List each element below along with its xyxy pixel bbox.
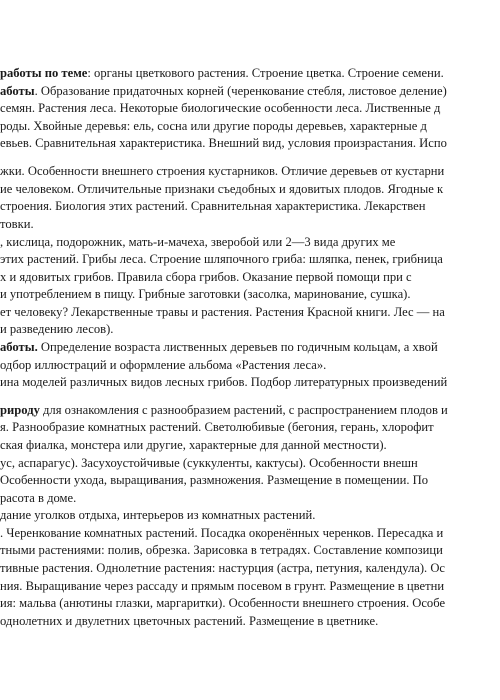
line-text: евьев. Сравнительная характеристика. Внешний вид, условия произрастания. Испо: [0, 136, 447, 150]
text-line: [0, 66, 444, 81]
text-line: [0, 270, 412, 285]
bold-heading-fragment: аботы: [0, 84, 35, 98]
bold-heading-fragment: аботы.: [0, 340, 38, 354]
text-line: [0, 508, 315, 523]
line-text: . Образование придаточных корней (черенкование стебля, листовое деление): [34, 84, 447, 98]
line-text: роды. Хвойные деревья: ель, сосна или другие породы деревьев, характерные д: [0, 119, 427, 133]
text-line: [0, 119, 427, 134]
text-line: [0, 526, 443, 541]
text-line: [0, 235, 395, 250]
bold-heading-fragment: работы по теме: [0, 66, 88, 80]
line-text: одбор иллюстраций и оформление альбома «Растения леса».: [0, 358, 327, 372]
line-text: жки. Особенности внешнего строения кустарников. Отличие деревьев от кустарни: [0, 164, 445, 178]
line-text: тными растениями: полив, обрезка. Зарисовка в тетрадях. Составление композици: [0, 543, 443, 557]
text-line: [0, 358, 326, 373]
text-line: [0, 164, 444, 179]
bold-heading-fragment: рироду: [0, 403, 40, 417]
text-line: [0, 420, 434, 435]
text-line: [0, 84, 447, 99]
text-line: [0, 287, 411, 302]
text-line: [0, 438, 387, 453]
line-text: Особенности ухода, выращивания, размножения. Размещение в помещении. По: [0, 473, 429, 487]
text-line: [0, 456, 418, 471]
line-text: . Черенкование комнатных растений. Посадка окоренённых черенков. Пересадка и: [0, 526, 444, 540]
text-line: [0, 473, 428, 488]
text-line: [0, 101, 440, 116]
line-text: тивные растения. Однолетние растения: настурция (астра, петуния, календула). Ос: [0, 561, 446, 575]
line-text: для ознакомления с разнообразием растений, с распространением плодов и: [39, 403, 448, 417]
line-text: и употреблением в пищу. Грибные заготовки (засолка, маринование, сушка).: [0, 287, 411, 301]
line-text: дание уголков отдыха, интерьеров из комнатных растений.: [0, 508, 316, 522]
line-text: однолетних и двулетних цветочных растений. Размещение в цветнике.: [0, 614, 379, 628]
text-line: [0, 403, 448, 418]
line-text: расота в доме.: [0, 491, 77, 505]
line-text: ет человеку? Лекарственные травы и растения. Растения Красной книги. Лес — на: [0, 305, 445, 319]
text-line: [0, 182, 443, 197]
text-line: [0, 340, 438, 355]
line-text: ус, аспарагус). Засухоустойчивые (суккуленты, кактусы). Особенности внешн: [0, 456, 418, 470]
line-text: ия: мальва (анютины глазки, маргаритки). Особенности внешнего строения. Особе: [0, 596, 446, 610]
line-text: ина моделей различных видов лесных грибов. Подбор литературных произведений: [0, 375, 448, 389]
text-line: [0, 136, 447, 151]
text-line: [0, 199, 425, 214]
line-text: , кислица, подорожник, мать-и-мачеха, зверобой или 2—3 вида других ме: [0, 235, 396, 249]
line-text: ская фиалка, монстера или другие, характерные для данной местности).: [0, 438, 387, 452]
line-text: Определение возраста лиственных деревьев по годичным кольцам, а хвой: [37, 340, 438, 354]
text-line: [0, 375, 447, 390]
text-line: [0, 596, 445, 611]
line-text: и разведению лесов).: [0, 322, 114, 336]
line-text: : органы цветкового растения. Строение цветка. Строение семени.: [87, 66, 444, 80]
line-text: этих растений. Грибы леса. Строение шляпочного гриба: шляпка, пенек, грибница: [0, 252, 443, 266]
line-text: я. Разнообразие комнатных растений. Светолюбивые (бегония, герань, хлорофит: [0, 420, 434, 434]
line-text: строения. Биология этих растений. Сравнительная характеристика. Лекарствен: [0, 199, 426, 213]
line-text: ния. Выращивание через рассаду и прямым посевом в грунт. Размещение в цветни: [0, 579, 445, 593]
line-text: товки.: [0, 217, 34, 231]
text-line: [0, 252, 443, 267]
text-line: [0, 614, 378, 629]
text-line: [0, 561, 445, 576]
text-line: [0, 217, 34, 232]
text-line: [0, 322, 113, 337]
line-text: х и ядовитых грибов. Правила сбора грибов. Оказание первой помощи при с: [0, 270, 412, 284]
line-text: ие человеком. Отличительные признаки съедобных и ядовитых плодов. Ягодные к: [0, 182, 444, 196]
text-line: [0, 491, 76, 506]
line-text: семян. Растения леса. Некоторые биологические особенности леса. Лиственные д: [0, 101, 441, 115]
text-line: [0, 579, 444, 594]
text-line: [0, 543, 443, 558]
text-line: [0, 305, 445, 320]
